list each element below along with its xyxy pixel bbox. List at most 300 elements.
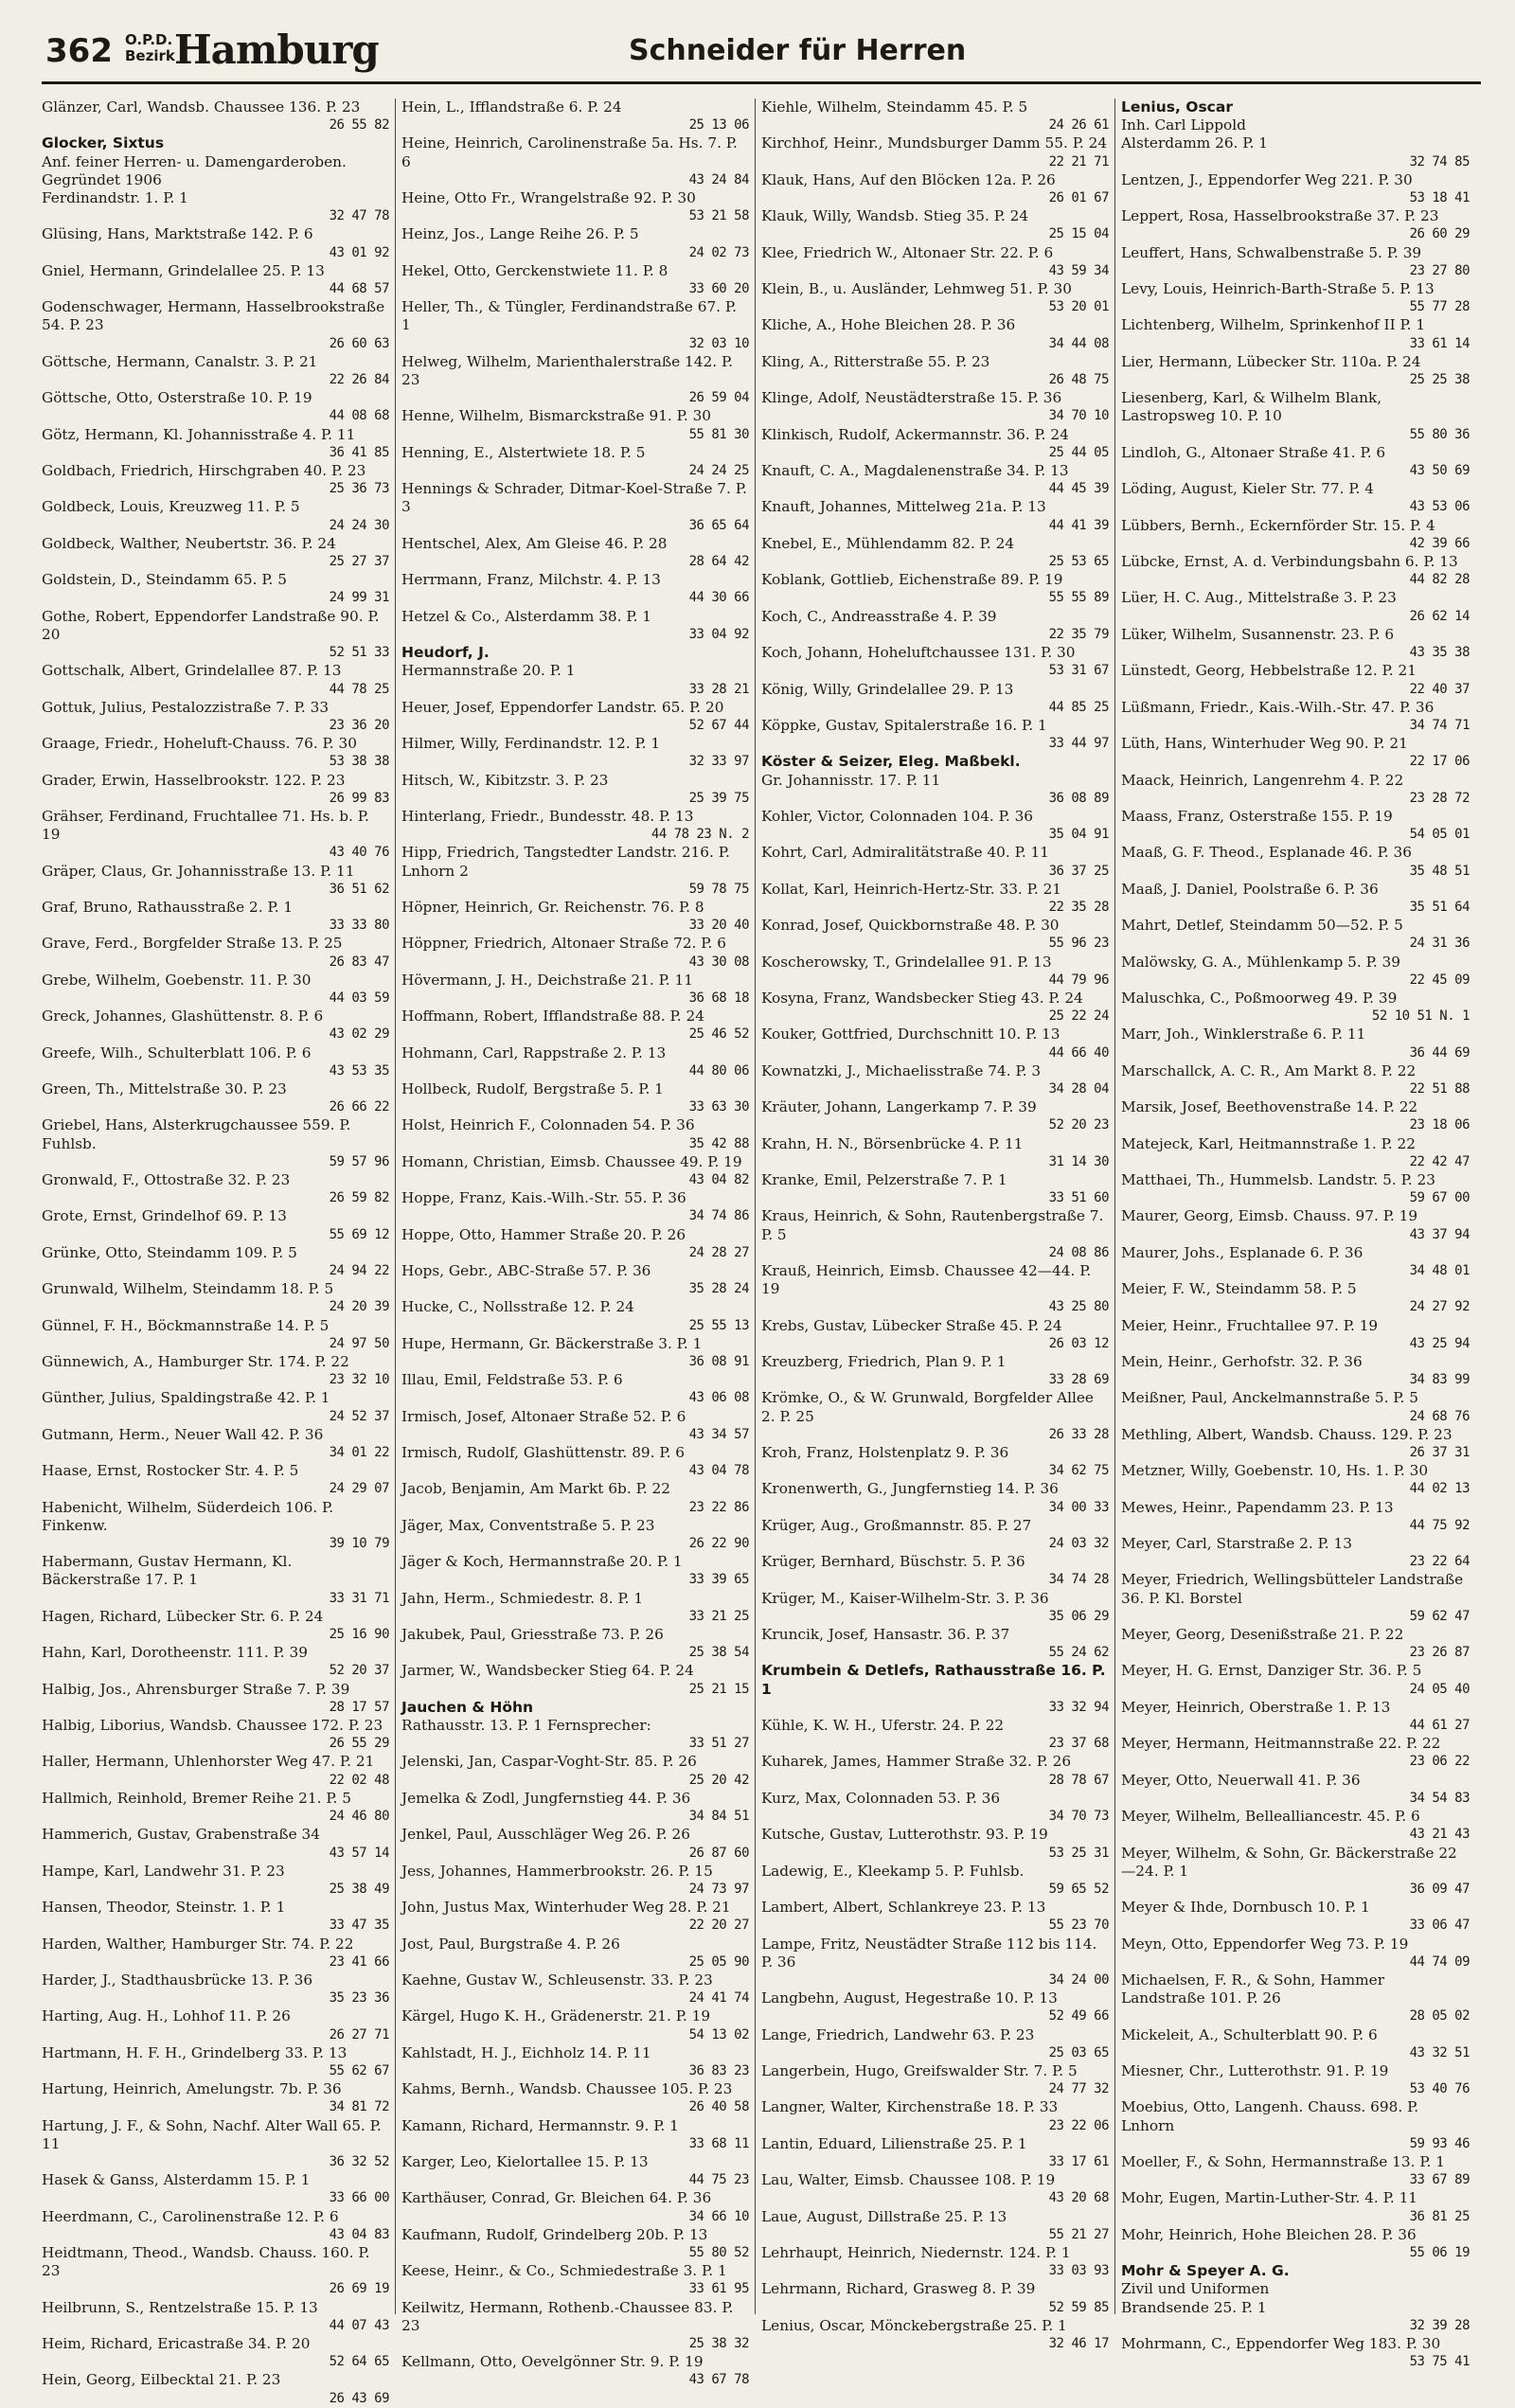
entry-phone: 26 01 67 xyxy=(1048,190,1109,206)
column-2 xyxy=(401,98,756,2388)
entry-text: Kronenwerth, G., Jungfernstieg 14. P. 36 xyxy=(761,1480,1059,1498)
entry-text: Heerdmann, C., Carolinenstraße 12. P. 6 xyxy=(42,2207,339,2225)
entry-phone: 25 46 52 xyxy=(688,1026,749,1043)
entry-phone: 22 40 37 xyxy=(1409,681,1470,697)
directory-entry xyxy=(1121,1499,1470,1535)
entry-phone: 36 51 62 xyxy=(329,881,389,897)
entry-phone: 52 20 37 xyxy=(329,1663,389,1679)
directory-entry xyxy=(1121,1389,1470,1425)
entry-text: Miesner, Chr., Lutterothstr. 91. P. 19 xyxy=(1121,2061,1389,2079)
entry-phone: 24 68 76 xyxy=(1409,1408,1470,1424)
entry-text: Kroh, Franz, Holstenplatz 9. P. 36 xyxy=(761,1444,1009,1462)
directory-entry xyxy=(42,972,389,1008)
entry-text: Lehrhaupt, Heinrich, Niedernstr. 124. P. 1 xyxy=(761,2243,1071,2261)
entry-text: Götz, Hermann, Kl. Johannisstraße 4. P. 11 xyxy=(42,425,356,443)
entry-text: Kräuter, Johann, Langerkamp 7. P. 39 xyxy=(761,1098,1037,1116)
directory-entry xyxy=(42,1753,389,1789)
entry-text: Hentschel, Alex, Am Gleise 46. P. 28 xyxy=(401,534,668,552)
directory-entry xyxy=(761,353,1109,389)
entry-phone: 43 04 78 xyxy=(688,1463,749,1479)
directory-entry xyxy=(401,225,749,261)
directory-entry xyxy=(42,1008,389,1043)
directory-entry xyxy=(1121,553,1470,589)
directory-entry xyxy=(401,1226,749,1262)
entry-phone: 25 03 65 xyxy=(1048,2044,1109,2060)
directory-entry xyxy=(761,1517,1109,1553)
entry-phone: 59 67 00 xyxy=(1409,1190,1470,1206)
directory-entry xyxy=(42,735,389,771)
directory-entry xyxy=(1121,316,1470,352)
directory-entry xyxy=(42,1280,389,1316)
entry-phone: 33 68 11 xyxy=(688,2135,749,2151)
directory-entry xyxy=(42,2371,389,2407)
entry-phone: 43 53 35 xyxy=(329,1062,389,1079)
directory-entry xyxy=(42,389,389,425)
entry-text: Lange, Friedrich, Landwehr 63. P. 23 xyxy=(761,2025,1035,2043)
entry-text: Hollbeck, Rudolf, Bergstraße 5. P. 1 xyxy=(401,1079,664,1097)
directory-entry xyxy=(761,2208,1109,2244)
entry-phone: 43 06 08 xyxy=(688,1390,749,1406)
directory-entry xyxy=(1121,735,1470,771)
directory-entry xyxy=(42,1790,389,1826)
directory-entry xyxy=(401,1899,749,1935)
entry-text: Jost, Paul, Burgstraße 4. P. 26 xyxy=(401,1935,620,1953)
directory-entry xyxy=(761,1717,1109,1753)
district-top: O.P.D. xyxy=(125,31,173,48)
directory-entry xyxy=(1121,2026,1470,2062)
entry-text: Gr. Johannisstr. 17. P. 11 xyxy=(761,771,941,789)
entry-phone: 25 36 73 xyxy=(329,481,389,497)
entry-text: Hoppe, Otto, Hammer Straße 20. P. 26 xyxy=(401,1225,686,1243)
entry-text: Maaß, J. Daniel, Poolstraße 6. P. 36 xyxy=(1121,880,1379,898)
directory-entry xyxy=(761,1790,1109,1826)
directory-entry xyxy=(761,535,1109,571)
entry-phone: 55 21 27 xyxy=(1048,2226,1109,2242)
directory-entry xyxy=(761,2317,1109,2353)
entry-text: Günther, Julius, Spaldingstraße 42. P. 1 xyxy=(42,1389,330,1407)
entry-phone: 24 05 40 xyxy=(1409,1681,1470,1697)
entry-text: Jauchen & Höhn xyxy=(401,1698,534,1716)
directory-entry xyxy=(1121,2262,1470,2280)
entry-phone: 26 99 83 xyxy=(329,790,389,806)
directory-entry xyxy=(1121,2153,1470,2189)
entry-phone: 35 06 29 xyxy=(1048,1608,1109,1624)
entry-phone: 24 46 80 xyxy=(329,1809,389,1825)
entry-text: Lindloh, G., Altonaer Straße 41. P. 6 xyxy=(1121,443,1386,461)
entry-text: Kärgel, Hugo K. H., Grädenerstr. 21. P. 19 xyxy=(401,2007,711,2025)
entry-text: Lau, Walter, Eimsb. Chaussee 108. P. 19 xyxy=(761,2171,1056,2189)
directory-entry xyxy=(401,1153,749,1189)
entry-phone: 22 35 28 xyxy=(1048,899,1109,915)
entry-text: Hupe, Hermann, Gr. Bäckerstraße 3. P. 1 xyxy=(401,1334,703,1352)
entry-text: Köppke, Gustav, Spitalerstraße 16. P. 1 xyxy=(761,716,1047,734)
entry-phone: 33 60 20 xyxy=(688,281,749,297)
entry-text: Knauft, C. A., Magdalenenstraße 34. P. 13 xyxy=(761,462,1069,480)
entry-text: Lentzen, J., Eppendorfer Weg 221. P. 30 xyxy=(1121,170,1413,188)
entry-text: Heuer, Josef, Eppendorfer Landstr. 65. P. 20 xyxy=(401,698,724,716)
entry-text: Kliche, A., Hohe Bleichen 28. P. 36 xyxy=(761,316,1016,334)
entry-text: Illau, Emil, Feldstraße 53. P. 6 xyxy=(401,1371,623,1389)
entry-phone: 34 44 08 xyxy=(1048,335,1109,351)
entry-phone: 33 66 00 xyxy=(329,2190,389,2206)
directory-entry xyxy=(401,134,749,189)
entry-text: Goldstein, D., Steindamm 65. P. 5 xyxy=(42,571,287,589)
directory-entry xyxy=(761,498,1109,534)
directory-entry xyxy=(401,2262,749,2298)
directory-entry xyxy=(401,772,749,808)
entry-phone: 34 74 28 xyxy=(1048,1572,1109,1588)
entry-phone: 22 17 06 xyxy=(1409,754,1470,770)
directory-entry xyxy=(42,1681,389,1717)
directory-entry xyxy=(761,1662,1109,1717)
directory-entry xyxy=(42,1935,389,1971)
entry-text: Kirchhof, Heinr., Mundsburger Damm 55. P. 24 xyxy=(761,134,1108,152)
entry-text: Meyer, Hermann, Heitmannstraße 22. P. 22 xyxy=(1121,1735,1441,1753)
directory-entry xyxy=(401,2117,749,2153)
entry-phone: 52 10 51 N. 1 xyxy=(1371,1008,1470,1025)
entry-text: Marsik, Josef, Beethovenstraße 14. P. 22 xyxy=(1121,1098,1418,1116)
entry-phone: 26 62 14 xyxy=(1409,608,1470,624)
directory-entry xyxy=(1121,1571,1470,1626)
entry-text: Konrad, Josef, Quickbornstraße 48. P. 30 xyxy=(761,917,1060,935)
entry-phone: 53 20 01 xyxy=(1048,299,1109,315)
entry-text: Hartmann, H. F. H., Grindelberg 33. P. 13 xyxy=(42,2043,348,2061)
entry-phone: 53 31 67 xyxy=(1048,663,1109,679)
directory-entry xyxy=(401,2226,749,2262)
entry-phone: 33 06 47 xyxy=(1409,1917,1470,1934)
entry-phone: 53 18 41 xyxy=(1409,190,1470,206)
entry-text: Gniel, Hermann, Grindelallee 25. P. 13 xyxy=(42,261,325,279)
entry-text: Meyer, Wilhelm, Bellealliancestr. 45. P. 6 xyxy=(1121,1808,1420,1826)
directory-entry xyxy=(401,1863,749,1899)
entry-text: Goldbeck, Walther, Neubertstr. 36. P. 24 xyxy=(42,534,336,552)
entry-phone: 24 31 36 xyxy=(1409,936,1470,952)
entry-text: Michaelsen, F. R., & Sohn, Hammer Landstraße 101. P. 26 xyxy=(1121,1971,1385,2007)
entry-phone: 26 40 58 xyxy=(688,2099,749,2115)
directory-entry xyxy=(401,1626,749,1662)
entry-phone: 55 06 19 xyxy=(1409,2244,1470,2260)
directory-entry xyxy=(761,1353,1109,1389)
directory-entry xyxy=(401,1553,749,1589)
entry-text: Maluschka, C., Poßmoorweg 49. P. 39 xyxy=(1121,989,1398,1007)
entry-text: Mickeleit, A., Schulterblatt 90. P. 6 xyxy=(1121,2025,1378,2043)
directory-entry xyxy=(401,1298,749,1334)
entry-text: Lenius, Oscar xyxy=(1121,98,1233,116)
entry-text: Hein, L., Ifflandstraße 6. P. 24 xyxy=(401,98,622,116)
entry-text: Alsterdamm 26. P. 1 xyxy=(1121,134,1268,152)
directory-entry xyxy=(401,935,749,971)
entry-text: Karger, Leo, Kielortallee 15. P. 13 xyxy=(401,2152,649,2170)
directory-entry xyxy=(1121,1426,1470,1462)
directory-entry xyxy=(42,1353,389,1389)
directory-entry xyxy=(1121,1971,1470,2026)
directory-entry xyxy=(401,699,749,735)
entry-phone: 33 67 89 xyxy=(1409,2172,1470,2188)
directory-entry xyxy=(42,1116,389,1171)
entry-phone: 44 80 06 xyxy=(688,1062,749,1079)
directory-entry xyxy=(1121,1098,1470,1134)
entry-phone: 43 37 94 xyxy=(1409,1226,1470,1242)
directory-entry xyxy=(42,189,389,225)
entry-phone: 36 08 89 xyxy=(1048,790,1109,806)
entry-text: Mohr & Speyer A. G. xyxy=(1121,2262,1290,2280)
entry-phone: 33 03 93 xyxy=(1048,2263,1109,2279)
directory-entry xyxy=(1121,517,1470,553)
entry-text: Henning, E., Alstertwiete 18. P. 5 xyxy=(401,443,646,461)
entry-text: Harden, Walther, Hamburger Str. 74. P. 22 xyxy=(42,1935,354,1953)
entry-phone: 33 33 80 xyxy=(329,918,389,934)
entry-phone: 28 17 57 xyxy=(329,1699,389,1715)
entry-phone: 53 25 31 xyxy=(1048,1845,1109,1861)
entry-text: Lüker, Wilhelm, Susannenstr. 23. P. 6 xyxy=(1121,625,1395,643)
directory-entry xyxy=(1121,1808,1470,1844)
directory-entry xyxy=(761,1989,1109,2025)
directory-entry xyxy=(42,535,389,571)
district-label xyxy=(125,32,175,64)
entry-phone: 55 80 52 xyxy=(688,2244,749,2260)
entry-text: Glänzer, Carl, Wandsb. Chaussee 136. P. 23 xyxy=(42,98,361,116)
entry-text: Irmisch, Josef, Altonaer Straße 52. P. 6 xyxy=(401,1407,686,1425)
directory-entry xyxy=(1121,1135,1470,1171)
directory-entry xyxy=(401,262,749,298)
directory-entry xyxy=(401,1371,749,1407)
directory-entry xyxy=(401,444,749,480)
directory-entry xyxy=(761,844,1109,880)
entry-text: Keese, Heinr., & Co., Schmiedestraße 3. P. 1 xyxy=(401,2262,727,2280)
directory-entry xyxy=(761,1590,1109,1626)
directory-entry xyxy=(401,1444,749,1480)
directory-entry xyxy=(1121,626,1470,662)
directory-entry xyxy=(1121,844,1470,880)
entry-text: Meyer, Georg, Desenißstraße 21. P. 22 xyxy=(1121,1626,1404,1644)
entry-phone: 25 55 13 xyxy=(688,1317,749,1333)
directory-entry xyxy=(1121,1699,1470,1735)
directory-entry xyxy=(401,1971,749,2007)
entry-text: Lantin, Eduard, Lilienstraße 25. P. 1 xyxy=(761,2134,1027,2152)
entry-phone: 43 01 92 xyxy=(329,244,389,260)
entry-text: Mohr, Heinrich, Hohe Bleichen 28. P. 36 xyxy=(1121,2225,1417,2243)
entry-text: Levy, Louis, Heinrich-Barth-Straße 5. P. 13 xyxy=(1121,280,1435,298)
entry-phone: 36 32 52 xyxy=(329,2153,389,2169)
entry-phone: 44 79 96 xyxy=(1048,972,1109,988)
entry-phone: 44 07 43 xyxy=(329,2317,389,2333)
entry-phone: 43 20 68 xyxy=(1048,2190,1109,2206)
entry-phone: 35 42 88 xyxy=(688,1135,749,1151)
directory-entry xyxy=(761,2244,1109,2280)
directory-entry xyxy=(42,2244,389,2299)
entry-phone: 23 26 87 xyxy=(1409,1645,1470,1661)
entry-text: Inh. Carl Lippold xyxy=(1121,116,1246,134)
directory-entry xyxy=(401,644,749,662)
entry-text: Maurer, Georg, Eimsb. Chauss. 97. P. 19 xyxy=(1121,1207,1418,1225)
entry-phone: 43 50 69 xyxy=(1409,463,1470,479)
entry-phone: 44 45 39 xyxy=(1048,481,1109,497)
directory-entry xyxy=(1121,1772,1470,1808)
entry-text: Grähser, Ferdinand, Fruchtallee 71. Hs. b. P. 19 xyxy=(42,807,369,844)
entry-phone: 44 75 23 xyxy=(688,2172,749,2188)
entry-phone: 53 40 76 xyxy=(1409,2081,1470,2097)
city-title: Hamburg xyxy=(174,27,379,73)
entry-text: Lüßmann, Friedr., Kais.-Wilh.-Str. 47. P. 36 xyxy=(1121,698,1435,716)
entry-text: Göttsche, Otto, Osterstraße 10. P. 19 xyxy=(42,389,312,407)
directory-entry xyxy=(1121,389,1470,444)
directory-entry xyxy=(761,207,1109,243)
directory-entry xyxy=(761,954,1109,990)
entry-text: Hekel, Otto, Gerckenstwiete 11. P. 8 xyxy=(401,261,668,279)
entry-phone: 23 06 22 xyxy=(1409,1754,1470,1770)
entry-text: Lünstedt, Georg, Hebbelstraße 12. P. 21 xyxy=(1121,662,1417,680)
entry-text: Klee, Friedrich W., Altonaer Str. 22. P. 6 xyxy=(761,243,1054,261)
entry-phone: 24 94 22 xyxy=(329,1263,389,1278)
entry-text: Krahn, H. N., Börsenbrücke 4. P. 11 xyxy=(761,1134,1024,1152)
entry-text: Jarmer, W., Wandsbecker Stieg 64. P. 24 xyxy=(401,1662,694,1680)
directory-entry xyxy=(1121,1899,1470,1935)
entry-phone: 26 60 63 xyxy=(329,335,389,351)
entry-text: Hammerich, Gustav, Grabenstraße 34 xyxy=(42,1826,320,1844)
entry-phone: 53 21 58 xyxy=(688,208,749,224)
entry-phone: 26 66 22 xyxy=(329,1099,389,1115)
entry-text: Klinge, Adolf, Neustädterstraße 15. P. 36 xyxy=(761,389,1062,407)
entry-phone: 32 74 85 xyxy=(1409,153,1470,169)
entry-text: Marr, Joh., Winklerstraße 6. P. 11 xyxy=(1121,1026,1366,1043)
entry-text: Höppner, Friedrich, Altonaer Straße 72. P. 6 xyxy=(401,935,726,953)
directory-entry xyxy=(42,2171,389,2207)
entry-phone: 34 00 33 xyxy=(1048,1499,1109,1515)
entry-phone: 26 43 69 xyxy=(329,2390,389,2406)
directory-entry xyxy=(42,1553,389,1608)
entry-phone: 26 03 12 xyxy=(1048,1335,1109,1351)
entry-phone: 24 29 07 xyxy=(329,1481,389,1497)
directory-entry xyxy=(1121,954,1470,990)
directory-entry xyxy=(761,171,1109,207)
entry-phone: 23 41 66 xyxy=(329,1953,389,1970)
directory-entry xyxy=(401,844,749,899)
entry-text: Meier, F. W., Steindamm 58. P. 5 xyxy=(1121,1280,1357,1298)
directory-entry xyxy=(1121,98,1470,116)
entry-phone: 43 04 82 xyxy=(688,1171,749,1187)
entry-text: Meier, Heinr., Fruchtallee 97. P. 19 xyxy=(1121,1316,1379,1334)
entry-phone: 33 28 69 xyxy=(1048,1372,1109,1388)
entry-text: Matthaei, Th., Hummelsb. Landstr. 5. P. 23 xyxy=(1121,1170,1435,1188)
entry-text: Lambert, Albert, Schlankreye 23. P. 13 xyxy=(761,1899,1046,1917)
entry-text: Grote, Ernst, Grindelhof 69. P. 13 xyxy=(42,1207,287,1225)
directory-entry xyxy=(1121,244,1470,280)
entry-phone: 24 26 61 xyxy=(1048,117,1109,134)
entry-text: Graage, Friedr., Hoheluft-Chauss. 76. P. 30 xyxy=(42,735,357,753)
entry-phone: 25 05 90 xyxy=(688,1953,749,1970)
entry-phone: 53 38 38 xyxy=(329,754,389,770)
directory-entry xyxy=(1121,699,1470,735)
entry-phone: 26 48 75 xyxy=(1048,372,1109,388)
entry-phone: 22 45 09 xyxy=(1409,972,1470,988)
entry-text: Jahn, Herm., Schmiedestr. 8. P. 1 xyxy=(401,1589,644,1607)
entry-phone: 55 77 28 xyxy=(1409,299,1470,315)
entry-text: Kaehne, Gustav W., Schleusenstr. 33. P. 23 xyxy=(401,1971,713,1989)
directory-entry xyxy=(401,808,749,844)
entry-text: Krebs, Gustav, Lübecker Straße 45. P. 24 xyxy=(761,1316,1062,1334)
entry-phone: 39 10 79 xyxy=(329,1536,389,1552)
entry-text: Moeller, F., & Sohn, Hermannstraße 13. P. 1 xyxy=(1121,2152,1445,2170)
entry-phone: 52 67 44 xyxy=(688,717,749,733)
district-bottom: Bezirk xyxy=(125,47,175,64)
entry-phone: 43 40 76 xyxy=(329,845,389,861)
entry-text: Ladewig, E., Kleekamp 5. P. Fuhlsb. xyxy=(761,1862,1025,1880)
entry-text: Jemelka & Zodl, Jungfernstieg 44. P. 36 xyxy=(401,1789,691,1807)
entry-text: Kosyna, Franz, Wandsbecker Stieg 43. P. 24 xyxy=(761,989,1083,1007)
entry-phone: 34 62 75 xyxy=(1048,1463,1109,1479)
directory-entry xyxy=(761,2026,1109,2062)
entry-phone: 23 36 20 xyxy=(329,717,389,733)
entry-text: Maaß, G. F. Theod., Esplanade 46. P. 36 xyxy=(1121,844,1412,862)
directory-entry xyxy=(401,2153,749,2189)
directory-entry xyxy=(401,535,749,571)
entry-text: Heim, Richard, Ericastraße 34. P. 20 xyxy=(42,2334,311,2352)
entry-phone: 24 41 74 xyxy=(688,1990,749,2007)
directory-entry xyxy=(1121,1535,1470,1571)
directory-entry xyxy=(42,1426,389,1462)
entry-text: Hitsch, W., Kibitzstr. 3. P. 23 xyxy=(401,771,609,789)
entry-text: Knebel, E., Mühlendamm 82. P. 24 xyxy=(761,534,1015,552)
entry-text: Grunwald, Wilhelm, Steindamm 18. P. 5 xyxy=(42,1280,334,1298)
entry-text: Mohrmann, C., Eppendorfer Weg 183. P. 30 xyxy=(1121,2334,1441,2352)
entry-phone: 25 53 65 xyxy=(1048,554,1109,570)
directory-entry xyxy=(401,1935,749,1971)
directory-entry xyxy=(401,899,749,935)
entry-phone: 52 51 33 xyxy=(329,645,389,661)
entry-phone: 54 05 01 xyxy=(1409,827,1470,843)
entry-text: Graf, Bruno, Rathausstraße 2. P. 1 xyxy=(42,898,294,916)
entry-phone: 33 17 61 xyxy=(1048,2153,1109,2169)
entry-phone: 33 61 14 xyxy=(1409,335,1470,351)
directory-entry xyxy=(42,1899,389,1935)
directory-entry xyxy=(401,2353,749,2389)
entry-text: Gottuk, Julius, Pestalozzistraße 7. P. 33 xyxy=(42,698,330,716)
entry-text: Kahlstadt, H. J., Eichholz 14. P. 11 xyxy=(401,2043,651,2061)
entry-text: Marschallck, A. C. R., Am Markt 8. P. 22 xyxy=(1121,1061,1417,1079)
directory-entry xyxy=(401,98,749,134)
entry-phone: 24 20 39 xyxy=(329,1299,389,1315)
entry-phone: 34 24 00 xyxy=(1048,1971,1109,1988)
entry-text: Krüger, Aug., Großmannstr. 85. P. 27 xyxy=(761,1516,1032,1534)
directory-entry xyxy=(401,1008,749,1043)
directory-entry xyxy=(42,153,389,189)
directory-entry xyxy=(1121,1735,1470,1771)
entry-phone: 33 39 65 xyxy=(688,1572,749,1588)
directory-entry xyxy=(761,98,1109,134)
entry-text: Kranke, Emil, Pelzerstraße 7. P. 1 xyxy=(761,1170,1007,1188)
entry-phone: 32 46 17 xyxy=(1048,2335,1109,2351)
entry-text: Hansen, Theodor, Steinstr. 1. P. 1 xyxy=(42,1899,286,1917)
entry-text: Liesenberg, Karl, & Wilhelm Blank, Lastropsweg 10. P. 10 xyxy=(1121,389,1382,425)
directory-entry xyxy=(1121,171,1470,207)
entry-phone: 44 82 28 xyxy=(1409,572,1470,588)
directory-entry xyxy=(42,1499,389,1554)
entry-phone: 36 41 85 xyxy=(329,444,389,460)
entry-phone: 23 18 06 xyxy=(1409,1117,1470,1133)
entry-text: Kownatzki, J., Michaelisstraße 74. P. 3 xyxy=(761,1061,1042,1079)
directory-entry xyxy=(1121,1935,1470,1971)
entry-phone: 32 33 97 xyxy=(688,754,749,770)
entry-text: Henne, Wilhelm, Bismarckstraße 91. P. 30 xyxy=(401,407,712,425)
directory-entry xyxy=(401,189,749,225)
entry-phone: 33 63 30 xyxy=(688,1099,749,1115)
entry-text: Meyer, Otto, Neuerwall 41. P. 36 xyxy=(1121,1771,1361,1789)
entry-phone: 33 51 27 xyxy=(688,1736,749,1752)
directory-entry xyxy=(1121,1353,1470,1389)
directory-entry xyxy=(761,1262,1109,1317)
entry-phone: 43 24 84 xyxy=(688,171,749,187)
directory-entry xyxy=(1121,2280,1470,2298)
